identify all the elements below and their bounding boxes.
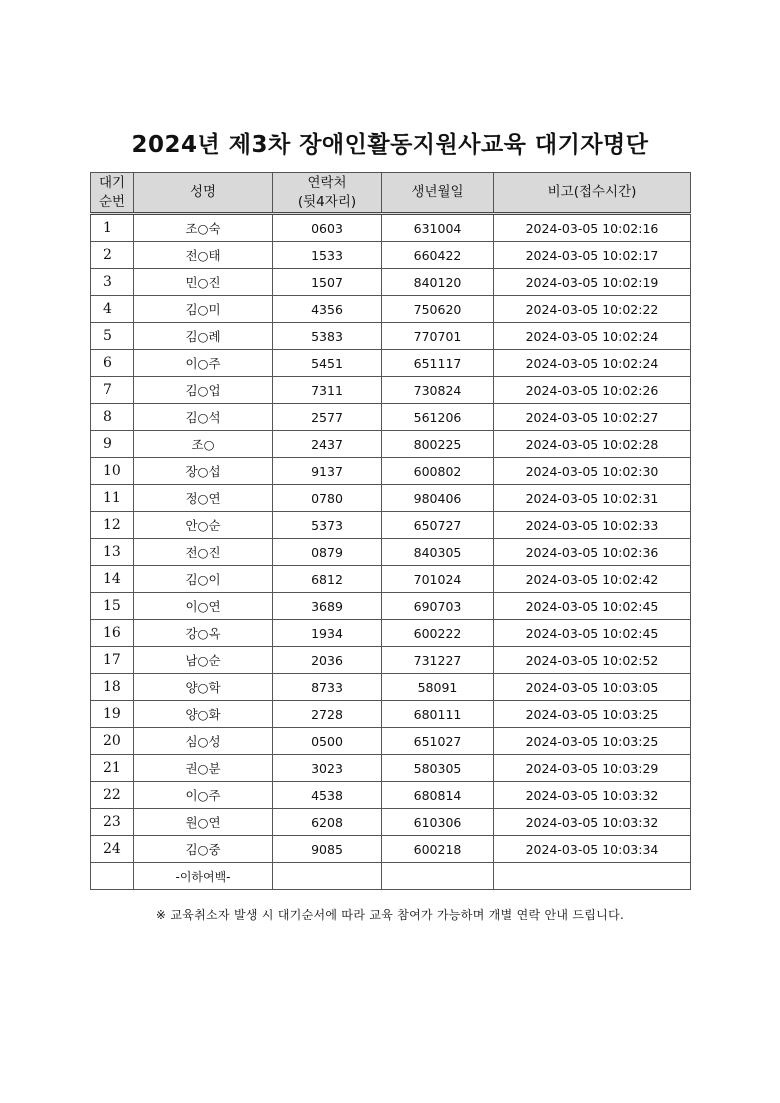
cell-contact: 1507 xyxy=(273,269,382,296)
header-seq-line2: 순번 xyxy=(98,193,126,210)
cell-birth: 730824 xyxy=(382,377,494,404)
cell-birth: 651027 xyxy=(382,728,494,755)
cell-contact: 8733 xyxy=(273,674,382,701)
cell-contact: 2036 xyxy=(273,647,382,674)
cell-time: 2024-03-05 10:02:19 xyxy=(494,269,691,296)
cell-time: 2024-03-05 10:03:34 xyxy=(494,836,691,863)
cell-seq: 3 xyxy=(91,269,134,296)
header-contact-line1: 연락처 xyxy=(307,174,347,191)
table-row xyxy=(91,404,691,431)
table-header-row xyxy=(91,173,691,214)
table-row xyxy=(91,836,691,863)
cell-name: 장○섭 xyxy=(134,458,273,485)
cell-name: 전○태 xyxy=(134,242,273,269)
cell-contact: 0500 xyxy=(273,728,382,755)
cell-time: 2024-03-05 10:02:17 xyxy=(494,242,691,269)
cell-birth: 770701 xyxy=(382,323,494,350)
cell-time: 2024-03-05 10:02:36 xyxy=(494,539,691,566)
empty-cell xyxy=(91,863,134,890)
cell-name: 이○연 xyxy=(134,593,273,620)
cell-birth: 600218 xyxy=(382,836,494,863)
table-row xyxy=(91,350,691,377)
cell-birth: 58091 xyxy=(382,674,494,701)
table-body xyxy=(91,214,691,890)
cell-time: 2024-03-05 10:02:24 xyxy=(494,323,691,350)
table-row xyxy=(91,809,691,836)
cell-seq: 20 xyxy=(91,728,134,755)
table-row xyxy=(91,512,691,539)
cell-seq: 24 xyxy=(91,836,134,863)
table-row xyxy=(91,566,691,593)
cell-time: 2024-03-05 10:02:33 xyxy=(494,512,691,539)
cell-birth: 690703 xyxy=(382,593,494,620)
cell-birth: 980406 xyxy=(382,485,494,512)
cell-contact: 3689 xyxy=(273,593,382,620)
header-contact xyxy=(273,173,382,214)
cell-time: 2024-03-05 10:03:25 xyxy=(494,728,691,755)
cell-name: 김○미 xyxy=(134,296,273,323)
cell-seq: 12 xyxy=(91,512,134,539)
cell-name: 강○옥 xyxy=(134,620,273,647)
cell-time: 2024-03-05 10:03:25 xyxy=(494,701,691,728)
cell-time: 2024-03-05 10:03:32 xyxy=(494,782,691,809)
cell-name: 김○업 xyxy=(134,377,273,404)
cell-name: 이○주 xyxy=(134,782,273,809)
cell-contact: 3023 xyxy=(273,755,382,782)
cell-contact: 4538 xyxy=(273,782,382,809)
cell-contact: 0780 xyxy=(273,485,382,512)
cell-birth: 840305 xyxy=(382,539,494,566)
cell-time: 2024-03-05 10:02:26 xyxy=(494,377,691,404)
cell-birth: 701024 xyxy=(382,566,494,593)
cell-seq: 16 xyxy=(91,620,134,647)
cell-birth: 840120 xyxy=(382,269,494,296)
cell-name: 김○례 xyxy=(134,323,273,350)
footnote: ※ 교육취소자 발생 시 대기순서에 따라 교육 참여가 가능하며 개별 연락 안내 드립니다. xyxy=(155,908,625,922)
table-row xyxy=(91,214,691,242)
cell-seq: 15 xyxy=(91,593,134,620)
cell-contact: 5373 xyxy=(273,512,382,539)
cell-birth: 660422 xyxy=(382,242,494,269)
cell-contact: 9085 xyxy=(273,836,382,863)
table-row xyxy=(91,458,691,485)
cell-birth: 600802 xyxy=(382,458,494,485)
table-row xyxy=(91,593,691,620)
header-seq-line1: 대기 xyxy=(98,174,126,191)
cell-contact: 1934 xyxy=(273,620,382,647)
cell-seq: 19 xyxy=(91,701,134,728)
table-row xyxy=(91,485,691,512)
cell-seq: 2 xyxy=(91,242,134,269)
table-row xyxy=(91,296,691,323)
cell-birth: 731227 xyxy=(382,647,494,674)
table-row xyxy=(91,269,691,296)
cell-name: 조○숙 xyxy=(134,214,273,242)
table-row xyxy=(91,431,691,458)
cell-seq: 4 xyxy=(91,296,134,323)
cell-birth: 610306 xyxy=(382,809,494,836)
cell-contact: 9137 xyxy=(273,458,382,485)
header-seq xyxy=(91,173,134,214)
cell-name: 정○연 xyxy=(134,485,273,512)
cell-seq: 8 xyxy=(91,404,134,431)
cell-time: 2024-03-05 10:02:30 xyxy=(494,458,691,485)
cell-name: 남○순 xyxy=(134,647,273,674)
cell-contact: 2437 xyxy=(273,431,382,458)
cell-time: 2024-03-05 10:02:45 xyxy=(494,620,691,647)
empty-cell xyxy=(494,863,691,890)
cell-contact: 6208 xyxy=(273,809,382,836)
cell-birth: 651117 xyxy=(382,350,494,377)
cell-time: 2024-03-05 10:02:27 xyxy=(494,404,691,431)
cell-seq: 9 xyxy=(91,431,134,458)
cell-name: 김○중 xyxy=(134,836,273,863)
cell-time: 2024-03-05 10:02:45 xyxy=(494,593,691,620)
cell-birth: 580305 xyxy=(382,755,494,782)
cell-name: 양○화 xyxy=(134,701,273,728)
table-row xyxy=(91,755,691,782)
cell-contact: 5383 xyxy=(273,323,382,350)
empty-cell xyxy=(382,863,494,890)
cell-seq: 7 xyxy=(91,377,134,404)
cell-birth: 631004 xyxy=(382,214,494,242)
cell-contact: 6812 xyxy=(273,566,382,593)
cell-seq: 1 xyxy=(91,214,134,242)
cell-name: 전○진 xyxy=(134,539,273,566)
cell-birth: 680814 xyxy=(382,782,494,809)
cell-name: 안○순 xyxy=(134,512,273,539)
table-row xyxy=(91,728,691,755)
end-marker: -이하여백- xyxy=(134,863,273,890)
cell-birth: 561206 xyxy=(382,404,494,431)
cell-seq: 10 xyxy=(91,458,134,485)
table-row xyxy=(91,782,691,809)
cell-time: 2024-03-05 10:02:24 xyxy=(494,350,691,377)
cell-contact: 4356 xyxy=(273,296,382,323)
table-row xyxy=(91,647,691,674)
cell-time: 2024-03-05 10:02:31 xyxy=(494,485,691,512)
cell-time: 2024-03-05 10:03:05 xyxy=(494,674,691,701)
table-row xyxy=(91,674,691,701)
cell-birth: 680111 xyxy=(382,701,494,728)
cell-birth: 750620 xyxy=(382,296,494,323)
cell-name: 권○분 xyxy=(134,755,273,782)
cell-seq: 21 xyxy=(91,755,134,782)
cell-seq: 6 xyxy=(91,350,134,377)
cell-time: 2024-03-05 10:02:16 xyxy=(494,214,691,242)
table-row xyxy=(91,323,691,350)
cell-seq: 22 xyxy=(91,782,134,809)
cell-contact: 5451 xyxy=(273,350,382,377)
cell-seq: 18 xyxy=(91,674,134,701)
cell-name: 이○주 xyxy=(134,350,273,377)
cell-seq: 23 xyxy=(91,809,134,836)
cell-birth: 650727 xyxy=(382,512,494,539)
cell-name: 민○진 xyxy=(134,269,273,296)
cell-seq: 13 xyxy=(91,539,134,566)
cell-seq: 14 xyxy=(91,566,134,593)
cell-time: 2024-03-05 10:03:32 xyxy=(494,809,691,836)
cell-contact: 0603 xyxy=(273,214,382,242)
table-row xyxy=(91,701,691,728)
header-contact-line2: (뒷4자리) xyxy=(297,193,357,210)
cell-birth: 800225 xyxy=(382,431,494,458)
cell-seq: 11 xyxy=(91,485,134,512)
cell-contact: 0879 xyxy=(273,539,382,566)
cell-time: 2024-03-05 10:02:52 xyxy=(494,647,691,674)
cell-birth: 600222 xyxy=(382,620,494,647)
cell-name: 심○성 xyxy=(134,728,273,755)
cell-contact: 2577 xyxy=(273,404,382,431)
table-end-row xyxy=(91,863,691,890)
header-name: 성명 xyxy=(134,173,273,214)
table-row xyxy=(91,539,691,566)
cell-name: 원○연 xyxy=(134,809,273,836)
empty-cell xyxy=(273,863,382,890)
cell-time: 2024-03-05 10:02:42 xyxy=(494,566,691,593)
table-row xyxy=(91,377,691,404)
cell-seq: 5 xyxy=(91,323,134,350)
cell-name: 김○이 xyxy=(134,566,273,593)
cell-seq: 17 xyxy=(91,647,134,674)
page-title: 2024년 제3차 장애인활동지원사교육 대기자명단 xyxy=(131,132,649,158)
header-remark: 비고(접수시간) xyxy=(494,173,691,214)
cell-name: 조○ xyxy=(134,431,273,458)
cell-contact: 2728 xyxy=(273,701,382,728)
waiting-list-table xyxy=(90,172,691,890)
cell-name: 양○학 xyxy=(134,674,273,701)
table-row xyxy=(91,242,691,269)
cell-name: 김○석 xyxy=(134,404,273,431)
cell-contact: 1533 xyxy=(273,242,382,269)
table-row xyxy=(91,620,691,647)
cell-time: 2024-03-05 10:02:22 xyxy=(494,296,691,323)
cell-time: 2024-03-05 10:03:29 xyxy=(494,755,691,782)
cell-time: 2024-03-05 10:02:28 xyxy=(494,431,691,458)
cell-contact: 7311 xyxy=(273,377,382,404)
header-birth: 생년월일 xyxy=(382,173,494,214)
